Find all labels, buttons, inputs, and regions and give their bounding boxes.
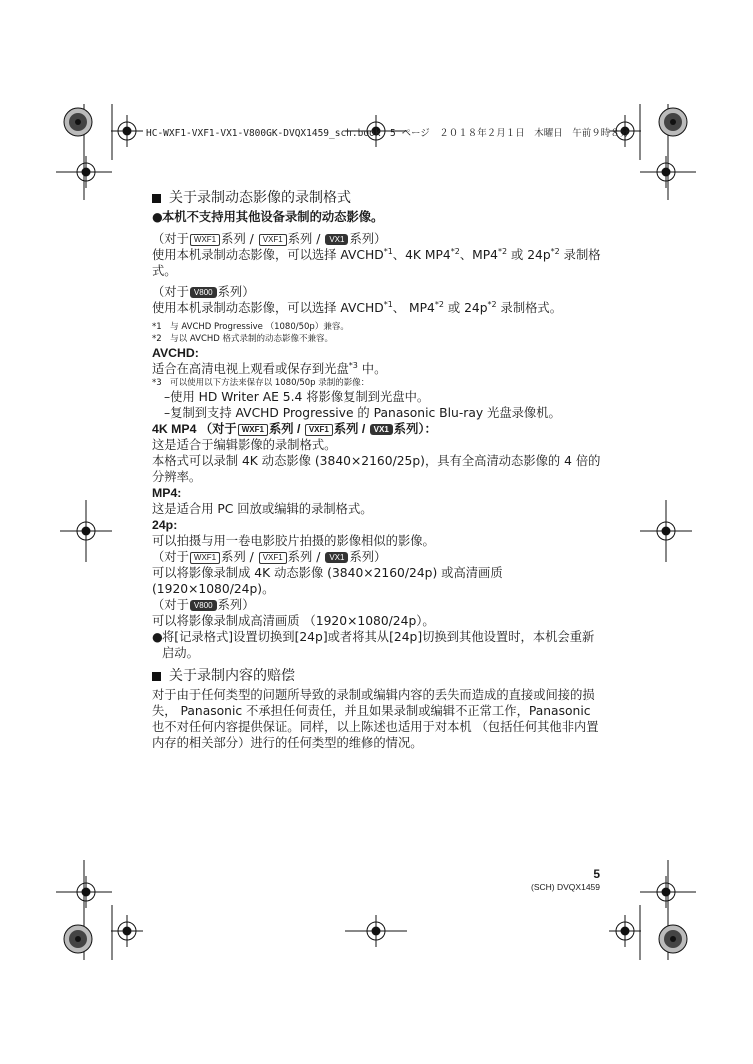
- model-badge-wxf1: WXF1: [238, 424, 268, 436]
- paragraph: 使用本机录制动态影像，可以选择 AVCHD$^{*1}$、 MP4$^{*2}$ 或 $24p^{*2}$ 录制格式。: [152, 299, 563, 315]
- paragraph: 可以将影像录制成 4K 动态影像 (3840×2160/24p) 或高清画质 (1920×1080/24p)。: [152, 566, 503, 596]
- model-line: （对于 WXF1 系列 / VXF1 系列 / VX1 系列）: [152, 232, 387, 246]
- model-badge-wxf1: WXF1: [190, 552, 220, 564]
- page-content: [152, 190, 602, 751]
- paragraph: 可以将影像录制成高清画质 （1920×1080/24p）。: [152, 614, 435, 628]
- model-badge-v800: V800: [190, 600, 217, 611]
- registration-circle-icon: [64, 925, 92, 953]
- crosshair-icon: [70, 876, 102, 908]
- crosshair-icon: [111, 115, 143, 147]
- crosshair-icon: [650, 156, 682, 188]
- crosshair-icon: [111, 915, 143, 947]
- footnote: *3 可以使用以下方法来保存以 1080/50p 录制的影像：: [152, 378, 370, 388]
- square-bullet-icon: [152, 672, 161, 681]
- model-badge-v800: V800: [190, 287, 217, 298]
- paragraph: 本格式可以录制 4K 动态影像 (3840×2160/25p)，具有全高清动态影像的 4 倍的分辨率。: [152, 454, 601, 484]
- model-badge-vx1: VX1: [325, 234, 348, 245]
- subheading-avchd: AVCHD:: [152, 346, 199, 360]
- book-header: HC-WXF1-VXF1-VX1-V800GK-DVQX1459_sch.book 5 ページ ２０１８年２月１日 木曜日 午前９時８分: [146, 128, 630, 139]
- footnote: *2 与以 AVCHD 格式录制的动态影像不兼容。: [152, 334, 334, 344]
- model-badge-vx1: VX1: [370, 424, 393, 435]
- crosshair-icon: [650, 876, 682, 908]
- section-title: 关于录制内容的赔偿: [169, 668, 295, 684]
- page-number: 5: [593, 867, 600, 881]
- paragraph: 可以拍摄与用一卷电影胶片拍摄的影像相似的影像。: [152, 534, 435, 548]
- subheading-mp4: MP4:: [152, 486, 182, 500]
- document-code: (SCH) DVQX1459: [531, 882, 600, 892]
- model-line: （对于 V800 系列）: [152, 598, 255, 612]
- bullet-dot-icon: ●: [152, 210, 163, 224]
- registration-circle-icon: [659, 108, 687, 136]
- model-badge-vxf1: VXF1: [305, 424, 333, 436]
- paragraph: 使用本机录制动态影像，可以选择 AVCHD$^{*1}$、4K MP4$^{*2}$、MP4$^{*2}$ 或 $24p^{*2}$ 录制格式。: [152, 246, 601, 278]
- bullet-item: ● 将[记录格式]设置切换到[24p]或者将其从[24p]切换到其他设置时，本机会重新启动。: [152, 630, 595, 660]
- section-heading: [152, 668, 602, 684]
- paragraph: 这是适合于编辑影像的录制格式。: [152, 438, 337, 452]
- square-bullet-icon: [152, 194, 161, 203]
- dash-item: –使用 HD Writer AE 5.4 将影像复制到光盘中。: [164, 390, 430, 404]
- subheading-24p: 24p:: [152, 518, 178, 532]
- bullet-item: ● 本机不支持用其他设备录制的动态影像。: [152, 210, 384, 224]
- footnote: *1 与 AVCHD Progressive （1080/50p）兼容。: [152, 322, 349, 332]
- model-badge-wxf1: WXF1: [190, 234, 220, 246]
- paragraph: 适合在高清电视上观看或保存到光盘$^{*3}$ 中。: [152, 360, 387, 376]
- model-badge-vx1: VX1: [325, 552, 348, 563]
- registration-circle-icon: [64, 108, 92, 136]
- section-heading: [152, 190, 602, 206]
- crosshair-icon: [70, 156, 102, 188]
- model-badge-vxf1: VXF1: [259, 552, 287, 564]
- subheading-4k-mp4: 4K MP4 （对于 WXF1 系列 / VXF1 系列 / VX1 系列）：: [152, 422, 437, 436]
- section-title: 关于录制动态影像的录制格式: [169, 190, 351, 206]
- dash-item: –复制到支持 AVCHD Progressive 的 Panasonic Blu-ray 光盘录像机。: [164, 406, 561, 420]
- bullet-dot-icon: ●: [152, 630, 163, 644]
- model-line: （对于 WXF1 系列 / VXF1 系列 / VX1 系列）: [152, 550, 387, 564]
- registration-circle-icon: [659, 925, 687, 953]
- paragraph: 这是适合用 PC 回放或编辑的录制格式。: [152, 502, 373, 516]
- crosshair-icon: [609, 915, 641, 947]
- paragraph: 对于由于任何类型的问题所导致的录制或编辑内容的丢失而造成的直接或间接的损失， Panasonic 不承担任何责任，并且如果录制或编辑不正常工作，Panasonic 也不对任何内容提供保证。同样，以上陈述也适用于对本机 （包括任何其他非内置内存的相关部分）进行的任何类型的维修的情况。: [152, 688, 599, 750]
- model-line: （对于 V800 系列）: [152, 285, 255, 299]
- model-badge-vxf1: VXF1: [259, 234, 287, 246]
